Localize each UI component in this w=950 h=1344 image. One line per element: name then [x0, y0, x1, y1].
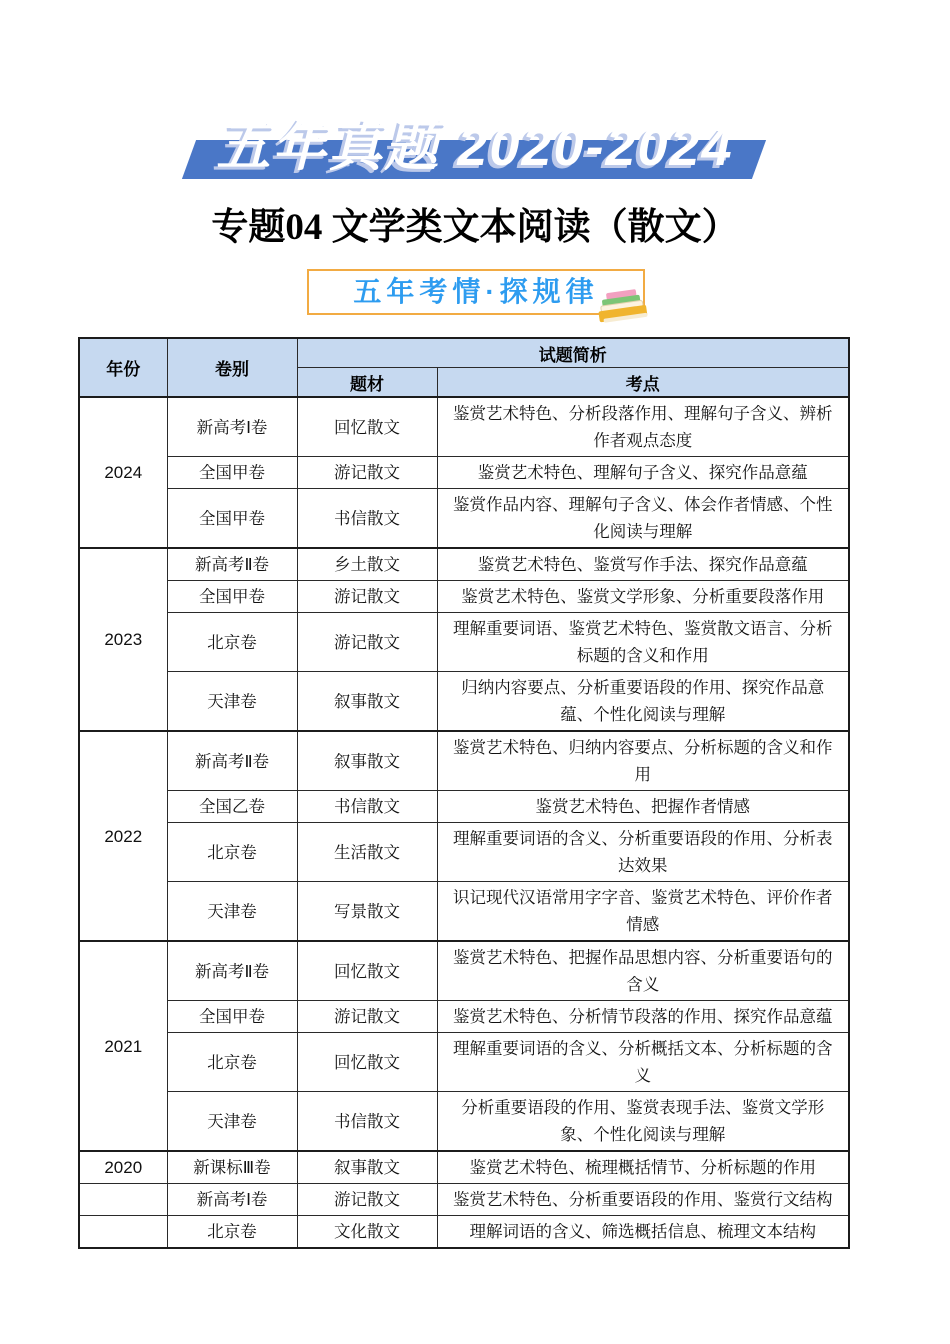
table-row [79, 489, 849, 549]
points-cell: 鉴赏艺术特色、鉴赏文学形象、分析重要段落作用 [437, 581, 849, 613]
genre-cell: 回忆散文 [297, 941, 437, 1001]
genre-cell: 叙事散文 [297, 731, 437, 791]
genre-cell: 写景散文 [297, 882, 437, 942]
table-row [79, 941, 849, 1001]
table-row [79, 397, 849, 457]
genre-cell: 文化散文 [297, 1216, 437, 1249]
genre-cell: 游记散文 [297, 457, 437, 489]
points-cell: 理解重要词语、鉴赏艺术特色、鉴赏散文语言、分析标题的含义和作用 [437, 613, 849, 672]
genre-cell: 游记散文 [297, 1184, 437, 1216]
points-cell: 分析重要语段的作用、鉴赏表现手法、鉴赏文学形象、个性化阅读与理解 [437, 1092, 849, 1152]
paper-cell: 天津卷 [167, 882, 297, 942]
table-row [79, 1184, 849, 1216]
genre-cell: 游记散文 [297, 581, 437, 613]
paper-cell: 新课标Ⅲ卷 [167, 1151, 297, 1184]
table-row [79, 613, 849, 672]
exam-overview-table [78, 337, 850, 1249]
points-cell: 鉴赏艺术特色、分析重要语段的作用、鉴赏行文结构 [437, 1184, 849, 1216]
points-cell: 理解重要词语的含义、分析概括文本、分析标题的含义 [437, 1033, 849, 1092]
paper-cell: 全国甲卷 [167, 489, 297, 549]
header-genre: 题材 [297, 368, 437, 398]
banner-title: 五年真题 2020-2024 [216, 117, 734, 177]
genre-cell: 回忆散文 [297, 397, 437, 457]
paper-cell: 新高考Ⅰ卷 [167, 397, 297, 457]
header-paper: 卷别 [167, 338, 297, 397]
table-row [79, 1151, 849, 1184]
genre-cell: 回忆散文 [297, 1033, 437, 1092]
paper-cell: 北京卷 [167, 1216, 297, 1249]
genre-cell: 游记散文 [297, 1001, 437, 1033]
points-cell: 鉴赏艺术特色、梳理概括情节、分析标题的作用 [437, 1151, 849, 1184]
points-cell: 鉴赏艺术特色、把握作者情感 [437, 791, 849, 823]
points-cell: 理解重要词语的含义、分析重要语段的作用、分析表达效果 [437, 823, 849, 882]
points-cell: 鉴赏艺术特色、鉴赏写作手法、探究作品意蕴 [437, 548, 849, 581]
paper-cell: 新高考Ⅱ卷 [167, 731, 297, 791]
paper-cell: 新高考Ⅰ卷 [167, 1184, 297, 1216]
paper-cell: 北京卷 [167, 1033, 297, 1092]
points-cell: 理解词语的含义、筛选概括信息、梳理文本结构 [437, 1216, 849, 1249]
points-cell: 鉴赏艺术特色、分析情节段落的作用、探究作品意蕴 [437, 1001, 849, 1033]
paper-cell: 北京卷 [167, 613, 297, 672]
points-cell: 鉴赏艺术特色、把握作品思想内容、分析重要语句的含义 [437, 941, 849, 1001]
year-cell [79, 1216, 167, 1249]
points-cell: 归纳内容要点、分析重要语段的作用、探究作品意蕴、个性化阅读与理解 [437, 672, 849, 732]
genre-cell: 生活散文 [297, 823, 437, 882]
points-cell: 鉴赏艺术特色、理解句子含义、探究作品意蕴 [437, 457, 849, 489]
table-row [79, 672, 849, 732]
year-cell: 2023 [79, 548, 167, 731]
points-cell: 鉴赏艺术特色、归纳内容要点、分析标题的含义和作用 [437, 731, 849, 791]
points-cell: 鉴赏艺术特色、分析段落作用、理解句子含义、辨析作者观点态度 [437, 397, 849, 457]
paper-cell: 新高考Ⅱ卷 [167, 941, 297, 1001]
year-cell: 2024 [79, 397, 167, 548]
genre-cell: 叙事散文 [297, 672, 437, 732]
table-row [79, 731, 849, 791]
exam-overview-table-wrap [78, 337, 848, 1249]
books-stack-icon [594, 283, 652, 325]
genre-cell: 游记散文 [297, 613, 437, 672]
table-row [79, 1001, 849, 1033]
exam-table-body [79, 397, 849, 1248]
paper-cell: 新高考Ⅱ卷 [167, 548, 297, 581]
paper-cell: 北京卷 [167, 823, 297, 882]
table-row [79, 823, 849, 882]
table-row [79, 1216, 849, 1249]
table-row [79, 457, 849, 489]
header-points: 考点 [437, 368, 849, 398]
page-title: 专题04 文学类文本阅读（散文） [211, 207, 739, 248]
year-cell: 2021 [79, 941, 167, 1151]
section-header-text: 五年考情·探规律 [353, 276, 599, 307]
paper-cell: 全国甲卷 [167, 581, 297, 613]
table-row [79, 1033, 849, 1092]
header-year: 年份 [79, 338, 167, 397]
genre-cell: 乡土散文 [297, 548, 437, 581]
header-analysis: 试题简析 [297, 338, 849, 368]
paper-cell: 全国甲卷 [167, 1001, 297, 1033]
table-row [79, 581, 849, 613]
paper-cell: 天津卷 [167, 1092, 297, 1152]
table-row [79, 1092, 849, 1152]
paper-cell: 全国乙卷 [167, 791, 297, 823]
points-cell: 识记现代汉语常用字字音、鉴赏艺术特色、评价作者情感 [437, 882, 849, 942]
year-cell: 2020 [79, 1151, 167, 1184]
genre-cell: 叙事散文 [297, 1151, 437, 1184]
table-row [79, 882, 849, 942]
table-row [79, 548, 849, 581]
points-cell: 鉴赏作品内容、理解句子含义、体会作者情感、个性化阅读与理解 [437, 489, 849, 549]
table-row [79, 791, 849, 823]
paper-cell: 全国甲卷 [167, 457, 297, 489]
genre-cell: 书信散文 [297, 489, 437, 549]
genre-cell: 书信散文 [297, 1092, 437, 1152]
paper-cell: 天津卷 [167, 672, 297, 732]
year-cell: 2022 [79, 731, 167, 941]
year-cell [79, 1184, 167, 1216]
genre-cell: 书信散文 [297, 791, 437, 823]
